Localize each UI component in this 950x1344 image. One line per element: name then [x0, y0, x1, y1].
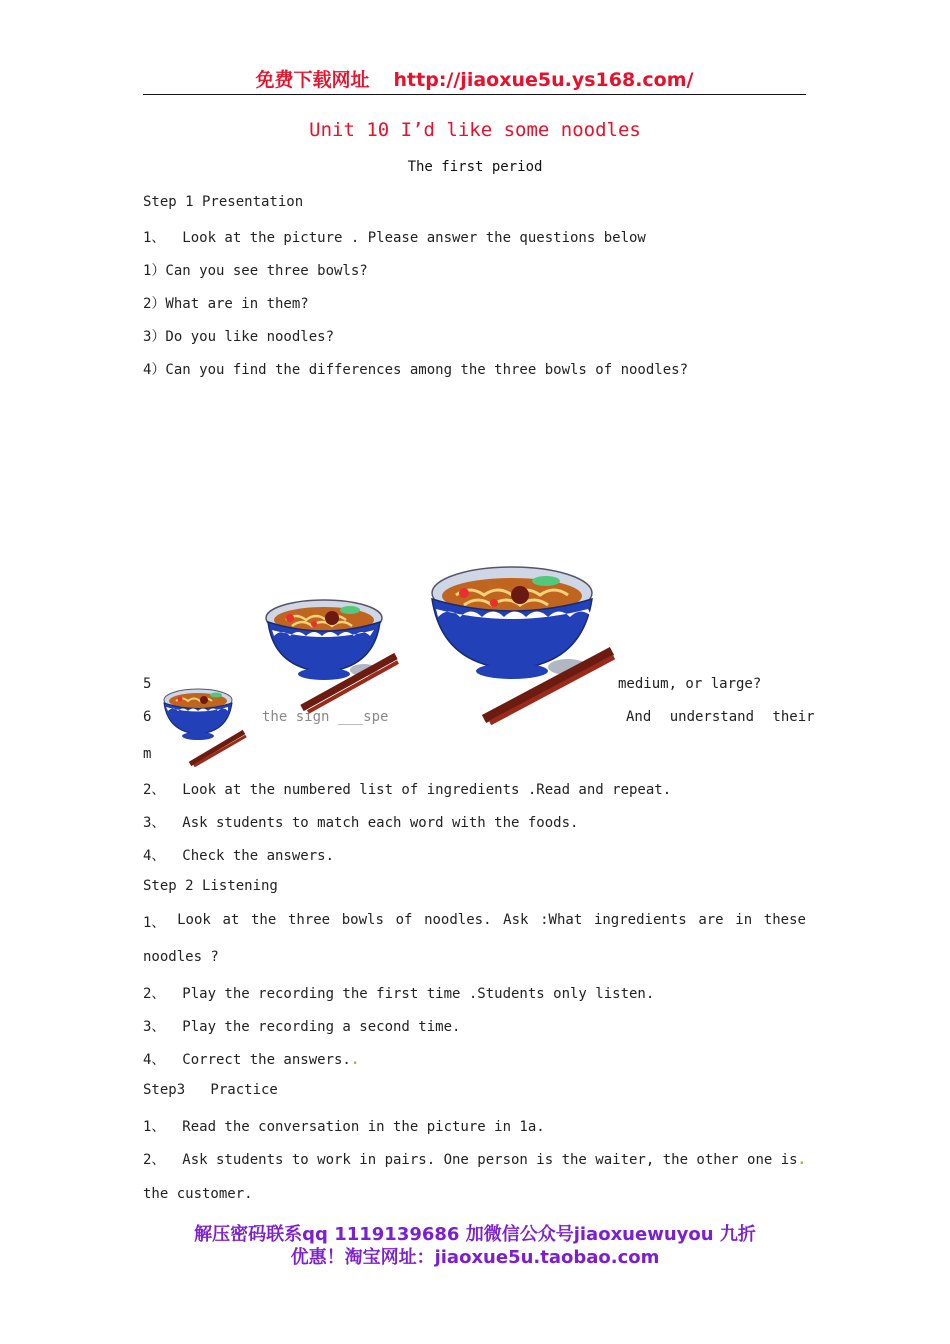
step1-heading: Step 1 Presentation: [143, 194, 304, 210]
step1-item1: 1、 Look at the picture . Please answer the questions below: [143, 230, 646, 246]
step2-item1-word: in: [735, 912, 753, 928]
step1-question5-end: medium, or large?: [618, 676, 762, 692]
page-header: [143, 66, 806, 95]
step1-question6-continued: m: [143, 746, 152, 762]
step3-heading: Step3 Practice: [143, 1082, 278, 1098]
step2-item1-word: of: [395, 912, 413, 928]
step2-item1-word: are: [698, 912, 724, 928]
step1-question6-start: 6: [143, 709, 152, 725]
step1-question6-end-text: And understand their: [626, 709, 815, 725]
step1-question6-end: [626, 709, 815, 725]
step2-item1-word: at: [222, 912, 240, 928]
step2-item1-word: ingredients: [593, 912, 687, 928]
page-subtitle: The first period: [407, 159, 543, 175]
step3-item2: [143, 1149, 806, 1169]
decorative-dot: .: [797, 1152, 807, 1168]
page-title: Unit 10 I’d like some noodles: [309, 119, 641, 141]
step1-item2-text: 2、 Look at the numbered list of ingredients .Read and repeat.: [143, 782, 672, 798]
step1-question1: 1）Can you see three bowls?: [143, 263, 368, 279]
step2-item1-continued: noodles ?: [143, 949, 219, 965]
medium-noodle-bowl-icon: [262, 596, 402, 714]
step1-item2: [143, 779, 671, 799]
header-url-link[interactable]: http://jiaoxue5u.ys168.com/: [393, 69, 694, 91]
step2-item1-word: :What: [540, 912, 583, 928]
step1-question3: 3）Do you like noodles?: [143, 329, 335, 345]
step2-item1-word: 1、: [143, 915, 166, 931]
step1-item3: 3、 Ask students to match each word with the foods.: [143, 815, 579, 831]
header-download-label: 免费下载网址: [255, 69, 370, 91]
step2-item1-word: Ask: [503, 912, 529, 928]
step2-item1-word: the: [250, 912, 277, 928]
step3-item2-text: 2、 Ask students to work in pairs. One person is the waiter, the other one is: [143, 1152, 798, 1168]
step2-item1-word: bowls: [341, 912, 384, 928]
step2-item4: [143, 1049, 359, 1069]
step3-item2-continued: the customer.: [143, 1186, 253, 1202]
footer-shop-line: 优惠！淘宝网址：jiaoxue5u.taobao.com: [290, 1247, 660, 1268]
step1-question4: 4）Can you find the differences among the three bowls of noodles?: [143, 362, 689, 378]
decorative-dot: .: [350, 1052, 360, 1068]
step1-question2: 2）What are in them?: [143, 296, 309, 312]
step3-item1: 1、 Read the conversation in the picture in 1a.: [143, 1119, 545, 1135]
step2-item1-word: Look: [177, 912, 211, 928]
step1-question5-start: 5: [143, 676, 152, 692]
step2-item1-word: noodles.: [424, 912, 492, 928]
step2-item4-text: 4、 Correct the answers.: [143, 1052, 351, 1068]
step2-item1-word: three: [287, 912, 331, 928]
step1-question6-mid: the sign ___spe: [262, 709, 389, 725]
step2-item3: 3、 Play the recording a second time.: [143, 1019, 461, 1035]
footer-contact-line: 解压密码联系qq 1119139686 加微信公众号jiaoxuewuyou 九折: [194, 1224, 756, 1245]
step2-item1-word: these: [763, 912, 806, 928]
step2-item2: 2、 Play the recording the first time .Students only listen.: [143, 986, 655, 1002]
large-noodle-bowl-icon: [428, 563, 618, 725]
step2-item1: [143, 912, 806, 932]
step2-heading: Step 2 Listening: [143, 878, 278, 894]
step1-item4: 4、 Check the answers.: [143, 848, 335, 864]
small-noodle-bowl-icon: [160, 686, 250, 768]
